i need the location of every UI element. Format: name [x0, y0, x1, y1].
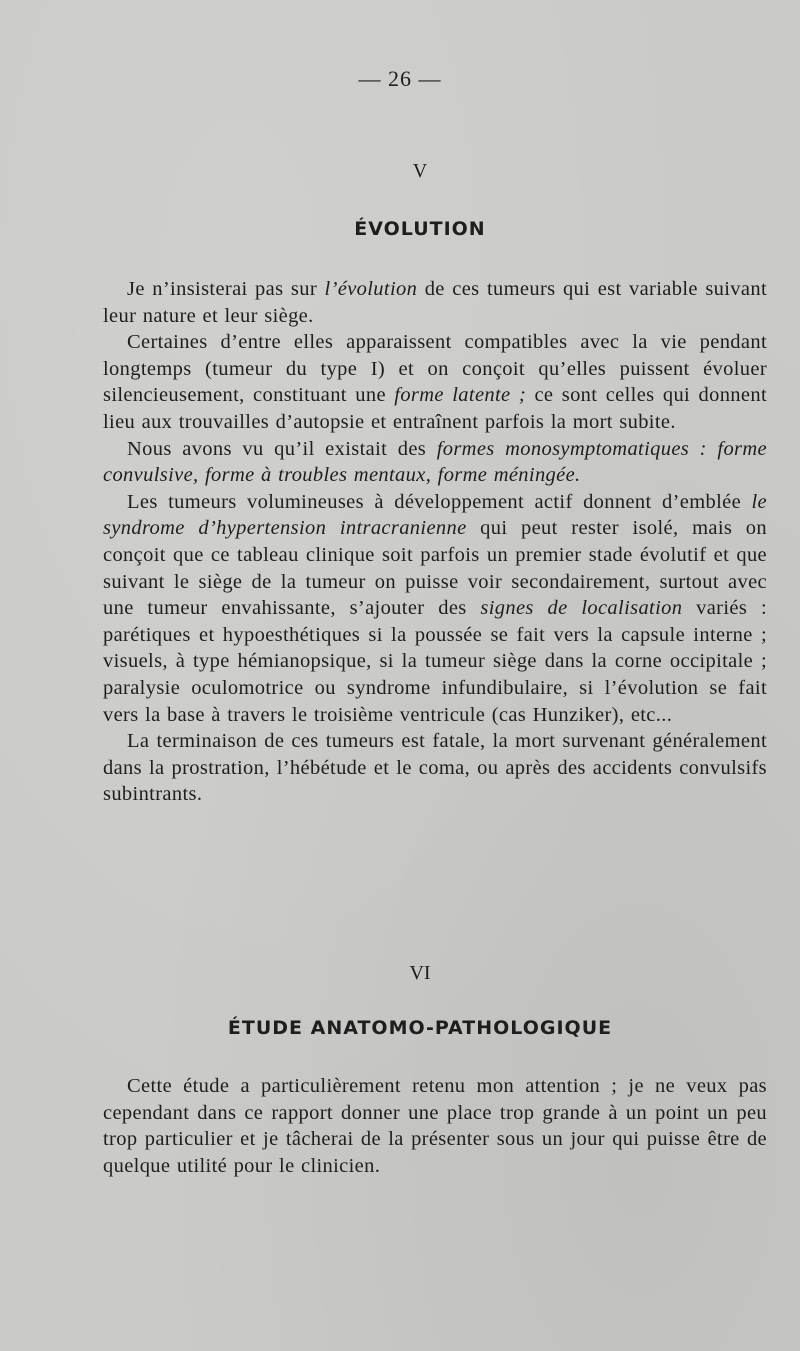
- section-title: ÉVOLUTION: [354, 218, 486, 240]
- paragraph: [103, 436, 767, 489]
- paragraph: [103, 489, 767, 728]
- paragraph: [103, 329, 767, 435]
- italic-text: l’évolution: [324, 278, 418, 300]
- section-body: [103, 276, 767, 808]
- text-run: Cette étude a particulièrement retenu mon attention ; je ne veux pas cependant dans ce rapport donner une place trop grande à un point un peu trop particulier et je tâcherai de la présenter sous un jour qui puisse être de quelque utilité pour le clinicien.: [103, 1075, 767, 1177]
- paragraph: [103, 728, 767, 808]
- paragraph: [103, 1073, 767, 1179]
- section-number: VI: [409, 962, 431, 984]
- italic-text: signes de localisation: [480, 597, 683, 620]
- text-run: Certaines d’entre elles apparaissent compatibles avec la vie pendant longtemps (tumeur du type I) et on conçoit qu’elles puissent évoluer silencieusement, constituant une: [103, 331, 767, 407]
- text-run: qui peut rester isolé, mais on conçoit que ce tableau clinique soit parfois un premier stade évolutif et que suivant le siège de la tumeur on puisse voir secondairement, surtout avec une tumeur envahissante, s’ajouter des: [103, 517, 767, 620]
- text-run: Je n’insisterai pas sur: [127, 278, 325, 300]
- text-run: Les tumeurs volumineuses à développement actif donnent d’emblée: [127, 490, 752, 513]
- text-run: variés : parétiques et hypoesthétiques si la poussée se fait vers la capsule interne ; visuels, à type hémianopsique, si la tumeur siège dans la corne occipitale ; paralysie oculomotrice ou syndrome infundibulaire, si l’évolution se fait vers la base à travers le troisième ventricule (cas Hunziker), etc...: [103, 597, 767, 726]
- italic-text: forme latente ;: [394, 384, 527, 407]
- page-number: — 26 —: [358, 66, 442, 91]
- section-number: V: [412, 160, 428, 182]
- italic-text: formes monosymptomatiques : forme convulsive, forme à troubles mentaux, forme méningée.: [103, 437, 767, 487]
- section-body: [103, 1073, 767, 1179]
- text-run: La terminaison de ces tumeurs est fatale, la mort survenant généralement dans la prostration, l’hébétude et le coma, ou après des accidents convulsifs subintrants.: [103, 730, 767, 806]
- italic-text: le syndrome d’hypertension intracranienne: [103, 490, 767, 540]
- paragraph: [103, 276, 767, 329]
- section-title: ÉTUDE ANATOMO-PATHOLOGIQUE: [227, 1017, 613, 1039]
- text-run: de ces tumeurs qui est variable suivant leur nature et leur siège.: [103, 278, 767, 327]
- text-run: ce sont celles qui donnent lieu aux trouvailles d’autopsie et entraînent parfois la mort subite.: [103, 384, 767, 433]
- text-run: Nous avons vu qu’il existait des: [127, 437, 437, 460]
